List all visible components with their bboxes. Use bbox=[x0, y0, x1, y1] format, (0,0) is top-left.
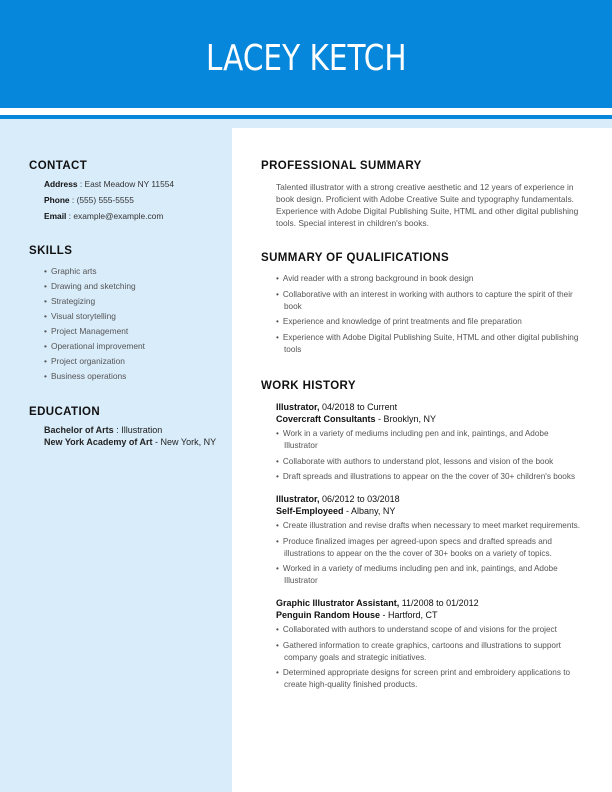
qualifications-list bbox=[261, 273, 581, 356]
list-item: • Avid reader with a strong background in book design bbox=[276, 274, 474, 283]
header-banner bbox=[0, 0, 612, 108]
section-heading: CONTACT bbox=[29, 160, 88, 172]
list-item: • Collaborative with an interest in working with authors to capture the spirit of their book bbox=[276, 289, 573, 311]
job-title: Illustrator, 04/2018 to Current bbox=[276, 402, 398, 412]
list-item: • Experience and knowledge of print treatments and file preparation bbox=[276, 317, 522, 326]
school: New York Academy of Art - New York, NY bbox=[44, 436, 217, 447]
summary-text: Talented illustrator with a strong creative aesthetic and 12 years of experience in book design. Proficient with Adobe Creative Suite and typography fundamentals. Experience with Adobe Digital Publishing Suite, HTML and other digital publishing tools. Special interest in children's books. bbox=[276, 182, 579, 228]
degree: Bachelor of Arts : Illustration bbox=[44, 425, 163, 435]
list-item: • Business operations bbox=[44, 371, 127, 381]
email: Email : example@example.com bbox=[44, 211, 164, 221]
list-item: • Drawing and sketching bbox=[44, 281, 136, 291]
bullet-icon: • bbox=[44, 356, 47, 366]
bullet-icon: • bbox=[276, 317, 279, 326]
job-company: Penguin Random House - Hartford, CT bbox=[276, 610, 438, 620]
contact-section bbox=[29, 160, 219, 221]
work-history-section bbox=[261, 380, 581, 701]
job-company: Covercraft Consultants - Brooklyn, NY bbox=[276, 414, 437, 424]
skills-section bbox=[29, 245, 219, 384]
candidate-name: LACEY KETCH bbox=[205, 37, 407, 79]
list-item: • Project organization bbox=[44, 356, 125, 366]
section-heading: WORK HISTORY bbox=[261, 380, 356, 392]
list-item: • Visual storytelling bbox=[44, 311, 116, 321]
list-item: • Collaborate with authors to understand plot, lessons and vision of the book bbox=[276, 456, 554, 466]
list-item: • Create illustration and revise drafts when necessary to meet market requirements. bbox=[276, 521, 581, 530]
job-company: Self-Employeed - Albany, NY bbox=[276, 506, 396, 516]
bullet-icon: • bbox=[276, 536, 279, 546]
bullet-icon: • bbox=[276, 332, 279, 342]
job-entry bbox=[276, 597, 581, 691]
bullet-icon: • bbox=[44, 311, 47, 321]
bullet-icon: • bbox=[44, 266, 47, 276]
section-heading: EDUCATION bbox=[29, 406, 101, 418]
bullet-icon: • bbox=[276, 668, 279, 677]
qualifications-section bbox=[261, 252, 581, 359]
section-heading: SKILLS bbox=[29, 245, 73, 257]
list-item: • Produce finalized images per agreed-upon specs and drafted spreads and illustrations to appear on the the cover of 30+ books on a variety of topics. bbox=[276, 536, 552, 558]
bullet-icon: • bbox=[276, 640, 279, 650]
bullet-icon: • bbox=[44, 296, 47, 306]
accent-stripe bbox=[0, 115, 612, 119]
bullet-icon: • bbox=[276, 274, 279, 283]
bullet-icon: • bbox=[276, 289, 279, 299]
bullet-icon: • bbox=[276, 429, 279, 438]
list-item: • Determined appropriate designs for screen print and embroidery applications to create high-quality finished products. bbox=[276, 668, 571, 689]
job-entry bbox=[276, 493, 581, 587]
bullet-icon: • bbox=[44, 341, 47, 351]
education-section bbox=[29, 406, 219, 448]
list-item: • Gathered information to create graphics, cartoons and illustrations to support company goals and strategic initiatives. bbox=[276, 640, 561, 662]
bullet-icon: • bbox=[276, 564, 279, 573]
bullet-icon: • bbox=[44, 326, 47, 336]
bullet-icon: • bbox=[276, 472, 279, 481]
list-item: • Strategizing bbox=[44, 296, 96, 306]
list-item: • Project Management bbox=[44, 326, 129, 336]
bullet-icon: • bbox=[276, 521, 279, 530]
job-title: Graphic Illustrator Assistant, 11/2008 to 01/2012 bbox=[276, 598, 479, 608]
section-heading: SUMMARY OF QUALIFICATIONS bbox=[261, 252, 450, 264]
phone: Phone : (555) 555-5555 bbox=[44, 195, 134, 205]
sidebar bbox=[29, 160, 219, 448]
list-item: • Draft spreads and illustrations to appear on the the cover of 30+ children's books bbox=[276, 472, 576, 481]
list-item: • Experience with Adobe Digital Publishing Suite, HTML and other digital publishing tools bbox=[276, 332, 579, 354]
list-item: • Graphic arts bbox=[44, 266, 97, 276]
bullet-icon: • bbox=[276, 625, 279, 634]
bullet-icon: • bbox=[44, 281, 47, 291]
address: Address : East Meadow NY 11554 bbox=[44, 179, 175, 189]
job-entry bbox=[276, 401, 581, 483]
list-item: • Operational improvement bbox=[44, 341, 145, 351]
bullet-icon: • bbox=[276, 456, 279, 466]
list-item: • Collaborated with authors to understand scope of and visions for the project bbox=[276, 625, 557, 634]
list-item: • Work in a variety of mediums including pen and ink, paintings, and Adobe Illustrator bbox=[276, 429, 549, 450]
job-title: Illustrator, 06/2012 to 03/2018 bbox=[276, 494, 400, 504]
section-heading: PROFESSIONAL SUMMARY bbox=[261, 160, 422, 172]
bullet-icon: • bbox=[44, 371, 47, 381]
divider bbox=[0, 108, 612, 115]
summary-section bbox=[261, 160, 581, 229]
list-item: • Worked in a variety of mediums including pen and ink, paintings, and Adobe Illustrator bbox=[276, 564, 558, 585]
skills-list bbox=[29, 264, 219, 384]
